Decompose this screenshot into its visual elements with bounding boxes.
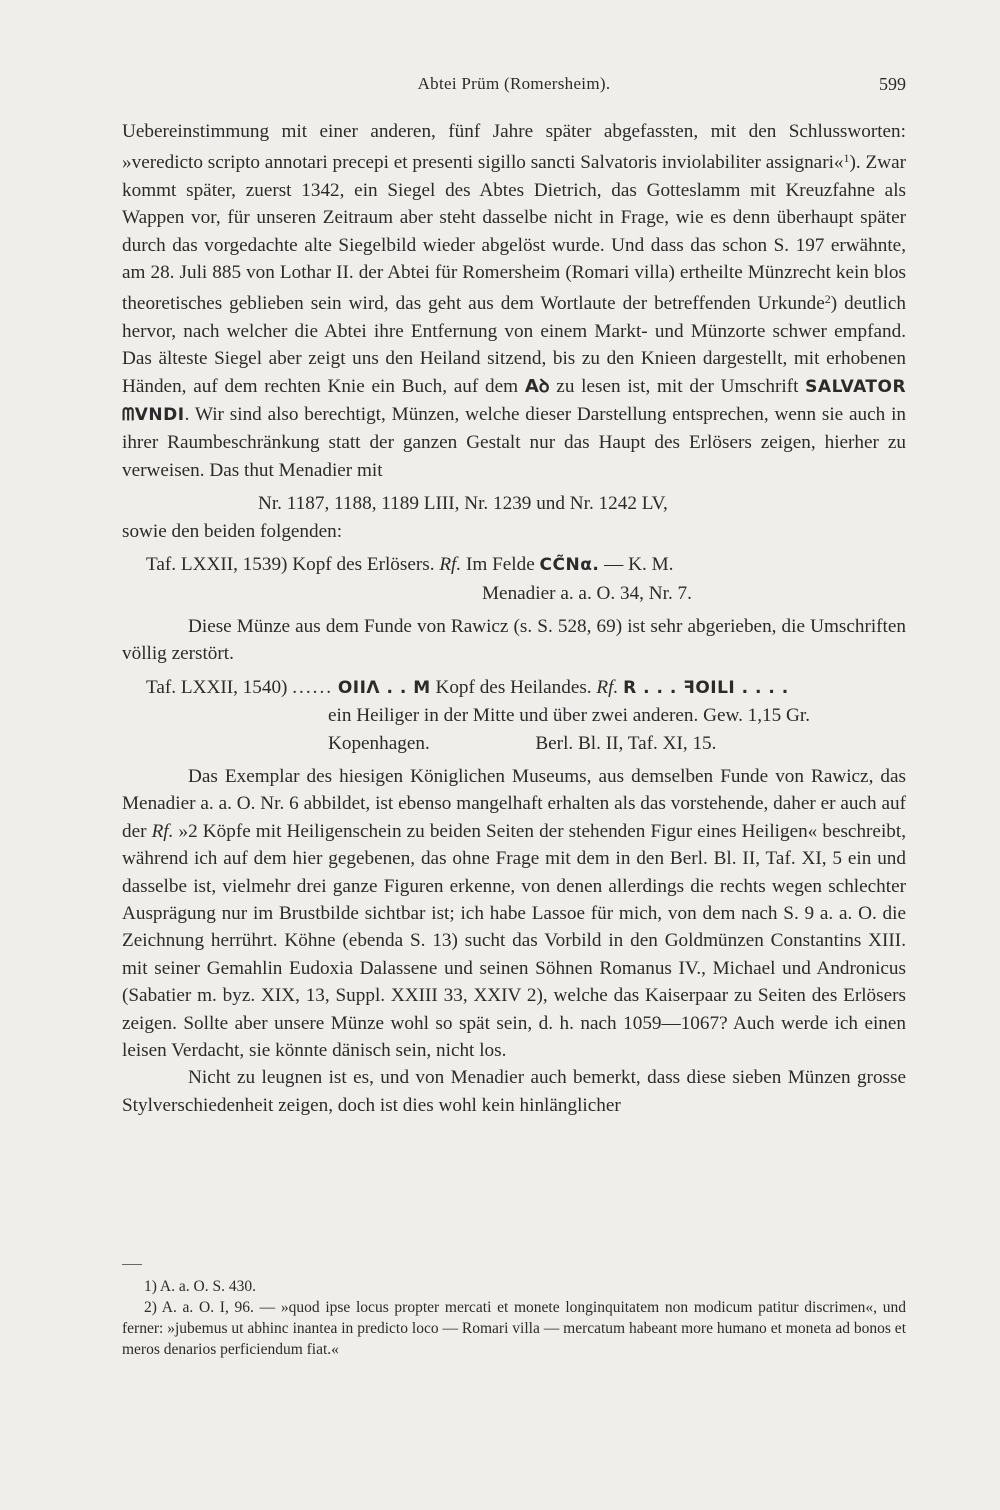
paragraph-1-part-d: zu lesen ist, mit der Umschrift <box>556 375 799 397</box>
running-head: Abtei Prüm (Romersheim). <box>417 74 611 93</box>
entry-1540-obverse-legend: OIIΛ . . M <box>337 677 431 698</box>
sowie-line: sowie den beiden folgenden: <box>122 520 343 542</box>
entry-1539-lead: Taf. LXXII, 1539) Kopf des Erlösers. <box>146 554 435 576</box>
entry-1540-obverse-text: Kopf des Heilandes. <box>435 676 592 698</box>
main-text <box>122 118 906 1119</box>
footnote-ref-1: 1 <box>843 151 850 166</box>
paragraph-1-part-c: ) deutlich hervor, nach welcher die Abtei ihre Entfernung von einem Markt- und Münzorte schwer empfand. Das älteste Siegel aber zeigt uns den Heiland sitzend, bis zu den Knieen dargestellt, mit erhobenen Händen, auf dem rechten Knie ein Buch, auf dem <box>122 293 906 397</box>
paragraph-3-part-b: »2 Köpfe mit Heiligenschein zu beiden Seiten der stehenden Figur eines Heiligen« beschreibt, während ich auf dem hier gegebenen, das ohne Frage mit dem in den Berl. Bl. II, Taf. XI, 5 ein und dasselbe ist, vielmehr drei ganze Figuren erkenne, von denen allerdings die rechts wegen schlechter Ausprägung nur im Brustbilde sichtbar ist; ich habe Lassoe für mich, von dem nach S. 9 a. a. O. die Zeichnung herrührt. Köhne (ebenda S. 13) sucht das Vorbild in den Goldmünzen Constantins XIII. mit seiner Gemahlin Eudoxia Dalassene und seinen Söhnen Romanus IV., Michael und Andronicus (Sabatier m. byz. XIX, 13, Suppl. XXIII 33, XXIV 2), welche das Kaiserpaar zu Seiten des Erlösers zeigen. Sollte aber unsere Münze wohl so spät sein, d. h. nach 1059—1067? Auch werde ich einen leisen Verdacht, sie könnte dänisch sein, nicht los. <box>122 820 906 1061</box>
coin-numbers-line: Nr. 1187, 1188, 1189 LIII, Nr. 1239 und Nr. 1242 LV, <box>258 493 668 515</box>
entry-1539-line2: Menadier a. a. O. 34, Nr. 7. <box>482 582 692 604</box>
entry-1540-lead: Taf. LXXII, 1540) <box>146 676 288 698</box>
paragraph-1 <box>122 118 906 484</box>
paragraph-1-part-a: Uebereinstimmung mit einer anderen, fünf Jahre später abgefassten, mit den Schlussworten: »veredicto scripto annotari precepi et presenti sigillo sancti Salvatoris inviolabiliter assignari« <box>122 121 906 174</box>
footnote-1: 1) A. a. O. S. 430. <box>144 1278 256 1295</box>
paragraph-3-part-a: Das Exemplar des hiesigen Königlichen Museums, aus demselben Funde von Rawicz, das Menadier a. a. O. Nr. 6 abbildet, ist ebenso mangelhaft erhalten als das vorstehende, daher er auch auf der <box>122 765 906 842</box>
paragraph-1-part-e: . Wir sind also berechtigt, Münzen, welche dieser Darstellung entsprechen, wenn sie auch in ihrer Raumbeschränkung statt der ganzen Gestalt nur das Haupt des Erlösers zeigen, hierher zu verweisen. Das thut Menadier mit <box>122 404 906 481</box>
coin-entry-1540 <box>122 674 906 702</box>
entry-1540-line2: ein Heiliger in der Mitte und über zwei anderen. Gew. 1,15 Gr. <box>328 705 811 727</box>
entry-1540-dots: ...... <box>292 676 334 698</box>
footnote-2: 2) A. a. O. I, 96. — »quod ipse locus propter mercati et monete longinquitatem non modicum patitur discrimen«, und ferner: »jubemus ut abhinc inantea in predicto loco — Romari villa — mercatum habeant more humano et moneta ad bonos et meros denarios perficiendum fiat.« <box>122 1299 906 1358</box>
entry-1540-reference: Berl. Bl. II, Taf. XI, 15. <box>535 732 717 754</box>
entry-1539-field-glyph: CC̃Nα. <box>539 555 600 576</box>
entry-1539-ref: — K. M. <box>604 554 674 576</box>
footnote-ref-2: 2 <box>824 292 831 307</box>
entry-1540-location: Kopenhagen. <box>328 732 430 754</box>
footnotes <box>122 1276 906 1360</box>
entry-1539-field-text: Im Felde <box>465 554 535 576</box>
entry-1540-line3 <box>122 730 906 757</box>
paragraph-1-part-b: ). Zwar kommt später, zuerst 1342, ein Siegel des Abtes Dietrich, das Gotteslamm mit Kreuzfahne als Wappen vor, für unseren Zeitraum aber steht dasselbe nicht in Frage, wie es denn überhaupt später durch das vorgedachte alte Siegelbild wieder abgelöst wurde. Und dass das schon S. 197 erwähnte, am 28. Juli 885 von Lothar II. der Abtei für Romersheim (Romari villa) ertheilte Münzrecht kein blos theoretisches geblieben sein wird, das geht aus dem Wortlaute der betreffenden Urkunde <box>122 152 907 315</box>
paragraph-3 <box>122 763 906 1064</box>
coin-entry-1539 <box>122 551 906 579</box>
entry-1540-rf: Rf. <box>596 676 619 698</box>
entry-1539-rf: Rf. <box>439 554 462 576</box>
footnote-rule <box>122 1264 142 1265</box>
paragraph-3-rf: Rf. <box>151 820 174 842</box>
paragraph-2: Diese Münze aus dem Funde von Rawicz (s. S. 528, 69) ist sehr abgerieben, die Umschriften völlig zerstört. <box>122 615 906 665</box>
page-number: 599 <box>879 74 906 94</box>
seal-legend: SALVATOR ᗰVNDI <box>122 376 907 426</box>
page-header <box>122 74 906 100</box>
entry-1540-reverse-legend: R . . . ꟻOILI . . . . <box>623 677 789 698</box>
paragraph-4: Nicht zu leugnen ist es, und von Menadier auch bemerkt, dass diese sieben Münzen grosse Stylverschiedenheit zeigen, doch ist dies wohl kein hinlänglicher <box>122 1067 906 1116</box>
book-inscription-glyph: Aꝺ <box>524 375 550 397</box>
